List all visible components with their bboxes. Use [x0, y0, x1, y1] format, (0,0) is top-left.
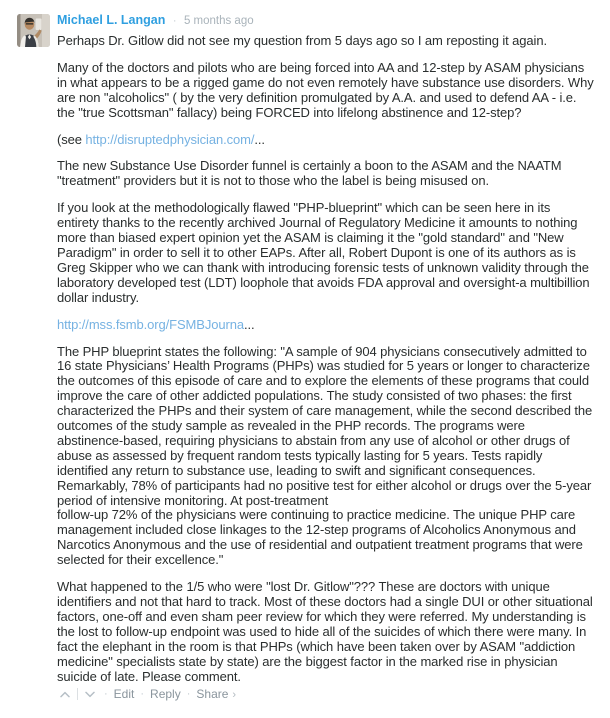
comment-content: [57, 12, 594, 702]
author-link[interactable]: Michael L. Langan: [57, 13, 166, 27]
upvote-button[interactable]: [57, 689, 73, 700]
comment-text: The new Substance Use Disorder funnel is certainly a boon to the ASAM and the NAATM "treatment" providers but it is not to those who the label is being misused on.: [57, 158, 562, 189]
chevron-up-icon: [60, 691, 70, 698]
comment-text: What happened to the 1/5 who were "lost Dr. Gitlow"??? These are doctors with unique identifiers and not that hard to track. Most of these doctors had a single DUI or other situational factors, one-off and even sham peer review for which they were referred. My understanding is the lost to follow-up endpoint was used to hide all of the suicides of which there were many. In fact the elephant in the room is that PHPs (which have been taken over by ASAM "addiction medicine" specialists state by state) are the biggest factor in the marked rise in physician suicide of late. Please comment.: [57, 579, 593, 684]
action-separator: ·: [104, 688, 108, 701]
comment-paragraph: [57, 133, 594, 148]
comment-actions: [57, 686, 594, 702]
comment-text: follow-up 72% of the physicians were continuing to practice medicine. The unique PHP care management included close linkages to the 12-step programs of Alcoholics Anonymous and Narcotics Anonymous and the use of residential and outpatient treatment programs that were selected for their excellence.": [57, 507, 583, 568]
comment-text: If you look at the methodologically flawed "PHP-blueprint" which can be seen here in its entirety thanks to the recently archived Journal of Regulatory Medicine it amounts to nothing more than biased expert opinion yet the ASAM is claiming it the "gold standard" and "New Paradigm" in order to sell it to other EAPs. After all, Robert Dupont is one of its authors as is Greg Skipper who we can thank with introducing forensic tests of unknown validity through the laboratory developed test (LDT) loophole that avoids FDA approval and oversight-a multibillion dollar industry.: [57, 200, 590, 305]
comment-paragraph: [57, 61, 594, 121]
share-label: Share: [196, 687, 229, 702]
comment-body: [57, 34, 594, 684]
comment-paragraph: [57, 318, 594, 333]
action-separator: ·: [140, 688, 145, 701]
share-button[interactable]: [196, 687, 236, 701]
reply-button[interactable]: Reply: [150, 687, 181, 702]
avatar[interactable]: [17, 14, 50, 47]
edit-button[interactable]: Edit: [113, 687, 135, 702]
comment-text: The PHP blueprint states the following: "A sample of 904 physicians consecutively admitted to 16 state Physicians’ Health Programs (PHPs) was studied for 5 years or longer to characterize the outcomes of this episode of care and to explore the elements of these programs that could improve the care of other addicted populations. The study consisted of two phases: the first characterized the PHPs and their system of care management, while the second described the outcomes of the study sample as revealed in the PHP records. The programs were abstinence-based, requiring physicians to abstain from any use of alcohol or other drugs of abuse as assessed by frequent random tests typically lasting for 5 years. Tests rapidly identified any return to substance use, leading to swift and significant consequences. Remarkably, 78% of participants had no positive test for either alcohol or drugs over the 5-year period of intensive monitoring. At post-treatment: [57, 343, 593, 508]
comment-link[interactable]: http://disruptedphysician.com/: [85, 131, 255, 147]
comment-text: Perhaps Dr. Gitlow did not see my question from 5 days ago so I am reposting it again.: [57, 33, 547, 48]
chevron-down-icon: [85, 691, 95, 698]
timestamp-link[interactable]: 5 months ago: [183, 15, 254, 27]
comment-text: (see: [57, 131, 86, 147]
vote-divider: [77, 688, 78, 700]
comment-link[interactable]: http://mss.fsmb.org/FSMBJourna: [57, 316, 245, 332]
user-photo-icon: [17, 14, 50, 47]
comment-paragraph: [57, 159, 594, 189]
comment-paragraph: [57, 345, 594, 569]
action-separator: ·: [186, 688, 191, 701]
comment-paragraph: [57, 201, 594, 305]
downvote-button[interactable]: [82, 689, 98, 700]
comment-text: Many of the doctors and pilots who are being forced into AA and 12-step by ASAM physicians in what appears to be a rigged game do not even remotely have substance use disorders. Why are non "alcoholics" ( by the very definition promulgated by A.A. and used to defend AA - i.e. the "true Scottsman" fallacy) being FORCED into lifelong abstinence and 12-step?: [57, 59, 594, 120]
comment-text: ...: [254, 131, 265, 147]
comment-header: [57, 12, 594, 29]
comment-paragraph: [57, 580, 594, 684]
chevron-right-icon: ›: [232, 689, 237, 702]
header-separator: ·: [172, 15, 177, 27]
comment-text: ...: [244, 316, 255, 332]
comment-paragraph: [57, 34, 594, 49]
